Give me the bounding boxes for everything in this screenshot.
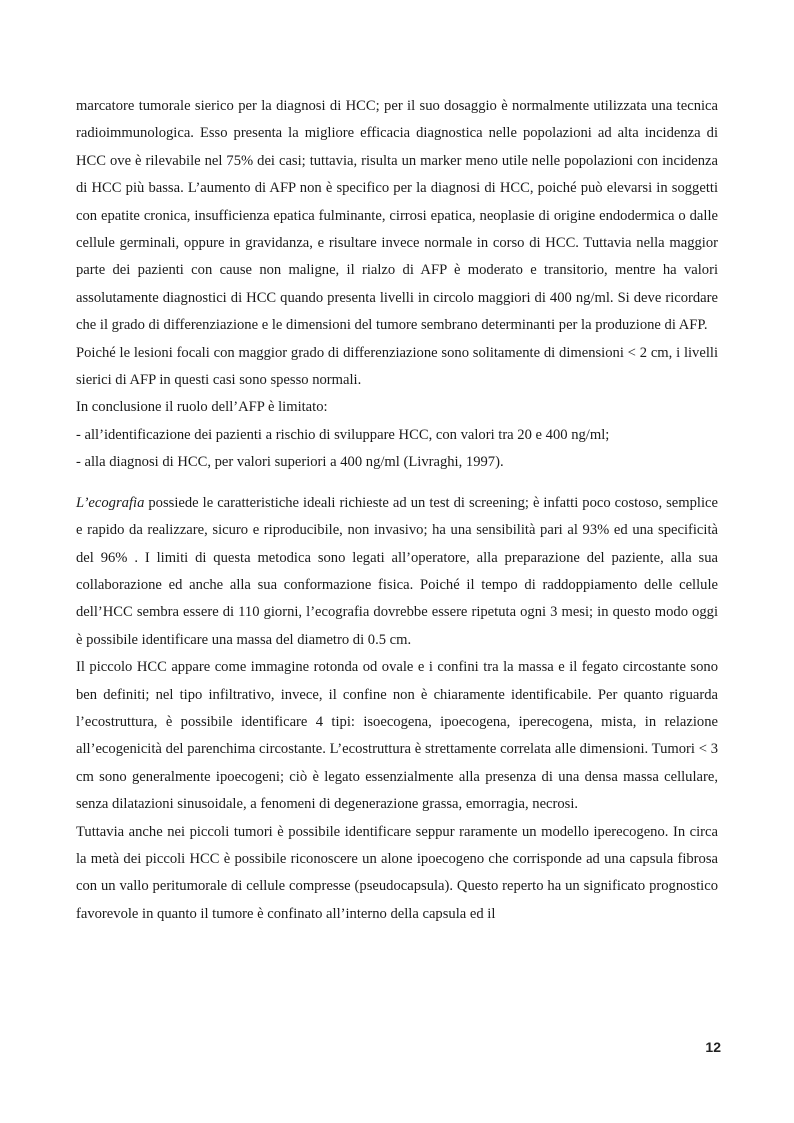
paragraph-afp-marker: marcatore tumorale sierico per la diagnosi di HCC; per il suo dosaggio è normalmente utilizzata una tecnica radioimmunologica. Esso presenta la migliore efficacia diagnostica nelle popolazioni ad alta incidenza di HCC ove è rilevabile nel 75% dei casi; tuttavia, risulta un marker meno utile nelle popolazioni con incidenza di HCC più bassa. L’aumento di AFP non è specifico per la diagnosi di HCC, poiché può elevarsi in soggetti con epatite cronica, insufficienza epatica fulminante, cirrosi epatica, neoplasie di origine endodermica o dalle cellule germinali, oppure in gravidanza, e risultare invece normale in corso di HCC. Tuttavia nella maggior parte dei pazienti con cause non maligne, il rialzo di AFP è moderato e transitorio, mentre ha valori assolutamente diagnostici di HCC quando presenta livelli in circolo maggiori di 400 ng/ml. Si deve ricordare che il grado di differenziazione e le dimensioni del tumore sembrano determinanti per la produzione di AFP. <box>76 98 718 334</box>
term-ecografia: L’ecografia <box>76 494 145 511</box>
paragraph-spacer <box>76 477 718 490</box>
paragraph-hyperechoic: Tuttavia anche nei piccoli tumori è possibile identificare seppur raramente un modello iperecogeno. In circa la metà dei piccoli HCC è possibile riconoscere un alone ipoecogeno che corrisponde ad una capsula fibrosa con un vallo peritumorale di cellule compresse (pseudocapsula). Questo reperto ha un significato prognostico favorevole in quanto il tumore è confinato all’interno della capsula ed il <box>76 823 718 922</box>
body-text <box>76 93 718 928</box>
page-number: 12 <box>705 1039 721 1055</box>
paragraph-focal-lesions: Poiché le lesioni focali con maggior grado di differenziazione sono solitamente di dimensioni < 2 cm, i livelli sierici di AFP in questi casi sono spesso normali. <box>76 344 718 389</box>
paragraph-ultrasound <box>76 490 718 654</box>
paragraph-small-hcc: Il piccolo HCC appare come immagine rotonda od ovale e i confini tra la massa e il fegato circostante sono ben definiti; nel tipo infiltrativo, invece, il confine non è chiaramente identificabile. Per quanto riguarda l’ecostruttura, è possibile identificare 4 tipi: isoecogena, ipoecogena, iperecogena, mista, in relazione all’ecogenicità del parenchima circostante. L’ecostruttura è strettamente correlata alle dimensioni. Tumori < 3 cm sono generalmente ipoecogeni; ciò è legato essenzialmente alla presenza di una densa massa cellulare, senza dilatazioni sinusoidale, a fenomeni di degenerazione grassa, emorragia, necrosi. <box>76 659 718 813</box>
list-item-identification: - all’identificazione dei pazienti a rischio di sviluppare HCC, con valori tra 20 e 400 ng/ml; <box>76 426 610 443</box>
paragraph-ultrasound-text: possiede le caratteristiche ideali richieste ad un test di screening; è infatti poco costoso, semplice e rapido da realizzare, sicuro e riproducibile, non invasivo; ha una sensibilità pari al 93% ed una specificità del 96% . I limiti di questa metodica sono legati all’operatore, alla preparazione del paziente, alla sua collaborazione ed anche alla sua conformazione fisica. Poiché il tempo di raddoppiamento delle cellule dell’HCC sembra essere di 110 giorni, l’ecografia dovrebbe essere ripetuta ogni 3 mesi; in questo modo oggi è possibile identificare una massa del diametro di 0.5 cm. <box>76 494 718 648</box>
paragraph-conclusion-intro: In conclusione il ruolo dell’AFP è limitato: <box>76 399 328 416</box>
list-item-diagnosis: - alla diagnosi di HCC, per valori superiori a 400 ng/ml (Livraghi, 1997). <box>76 454 504 471</box>
